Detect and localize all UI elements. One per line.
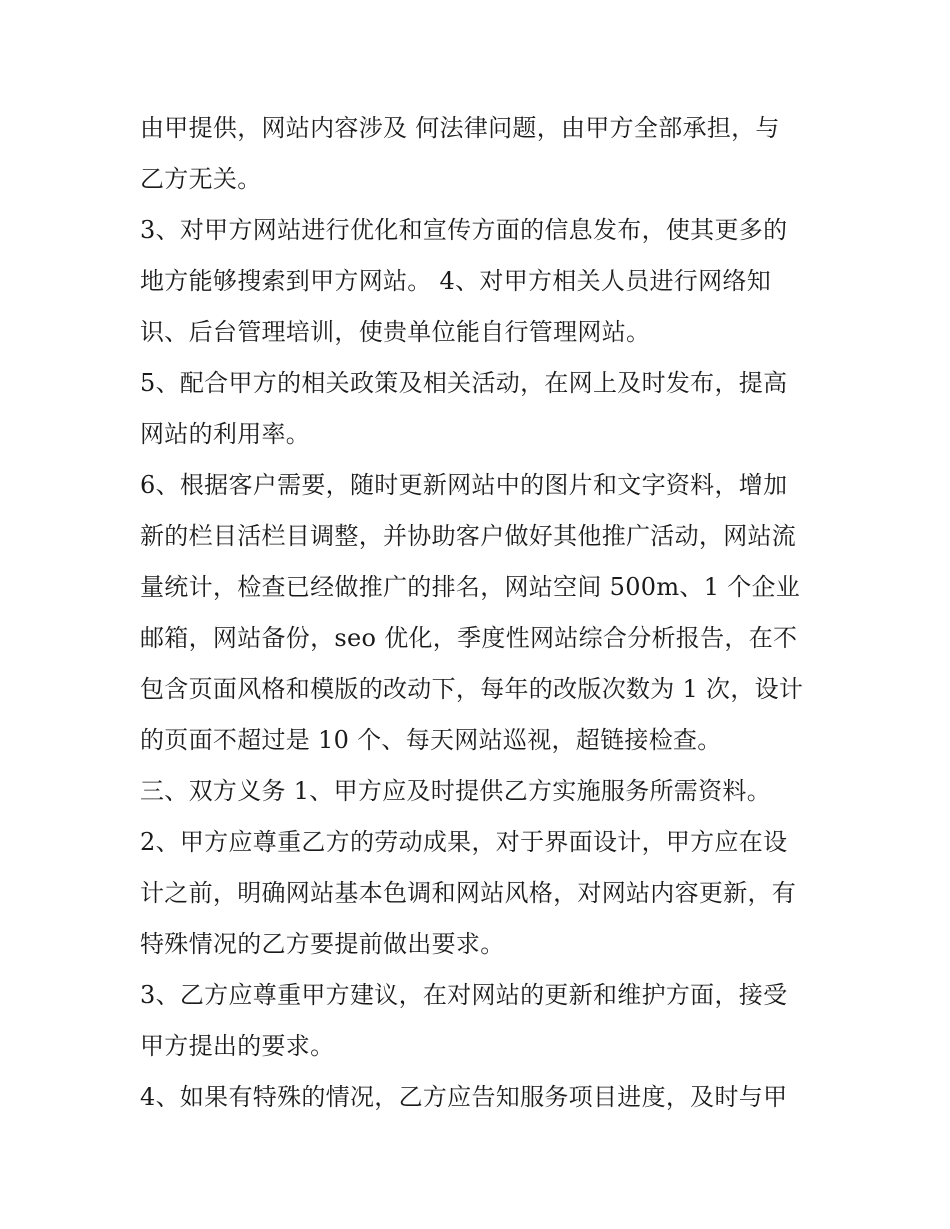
text-line: 的页面不超过是 10 个、每天网站巡视，超链接检查。 [140,726,722,754]
text-line: 网站的利用率。 [140,420,311,448]
text-line: 3、乙方应尊重甲方建议，在对网站的更新和维护方面，接受 [140,981,788,1009]
text-line: 新的栏目活栏目调整，并协助客户做好其他推广活动，网站流 [140,522,797,550]
text-line: 5、配合甲方的相关政策及相关活动，在网上及时发布，提高 [140,369,788,397]
text-line: 2、甲方应尊重乙方的劳动成果，对于界面设计，甲方应在设 [140,828,788,856]
text-line: 计之前，明确网站基本色调和网站风格，对网站内容更新，有 [140,879,797,907]
text-line: 由甲提供，网站内容涉及 何法律问题，由甲方全部承担，与 [140,114,780,142]
document-body [140,103,830,1123]
text-line: 邮箱，网站备份，seo 优化，季度性网站综合分析报告，在不 [140,624,798,652]
text-line: 3、对甲方网站进行优化和宣传方面的信息发布，使其更多的 [140,216,788,244]
text-line: 包含页面风格和模版的改动下，每年的改版次数为 1 次，设计 [140,675,804,703]
text-line: 4、如果有特殊的情况，乙方应告知服务项目进度，及时与甲 [140,1083,788,1111]
text-line: 甲方提出的要求。 [140,1032,335,1060]
text-line: 三、双方义务 1、甲方应及时提供乙方实施服务所需资料。 [140,777,771,805]
text-line: 识、后台管理培训，使贵单位能自行管理网站。 [140,318,651,346]
text-line: 6、根据客户需要，随时更新网站中的图片和文字资料，增加 [140,471,788,499]
text-line: 量统计，检查已经做推广的排名，网站空间 500m、1 个企业 [140,573,801,601]
text-line: 乙方无关。 [140,165,262,193]
text-line: 地方能够搜索到甲方网站。 4、对甲方相关人员进行网络知 [140,267,771,295]
text-line: 特殊情况的乙方要提前做出要求。 [140,930,505,958]
